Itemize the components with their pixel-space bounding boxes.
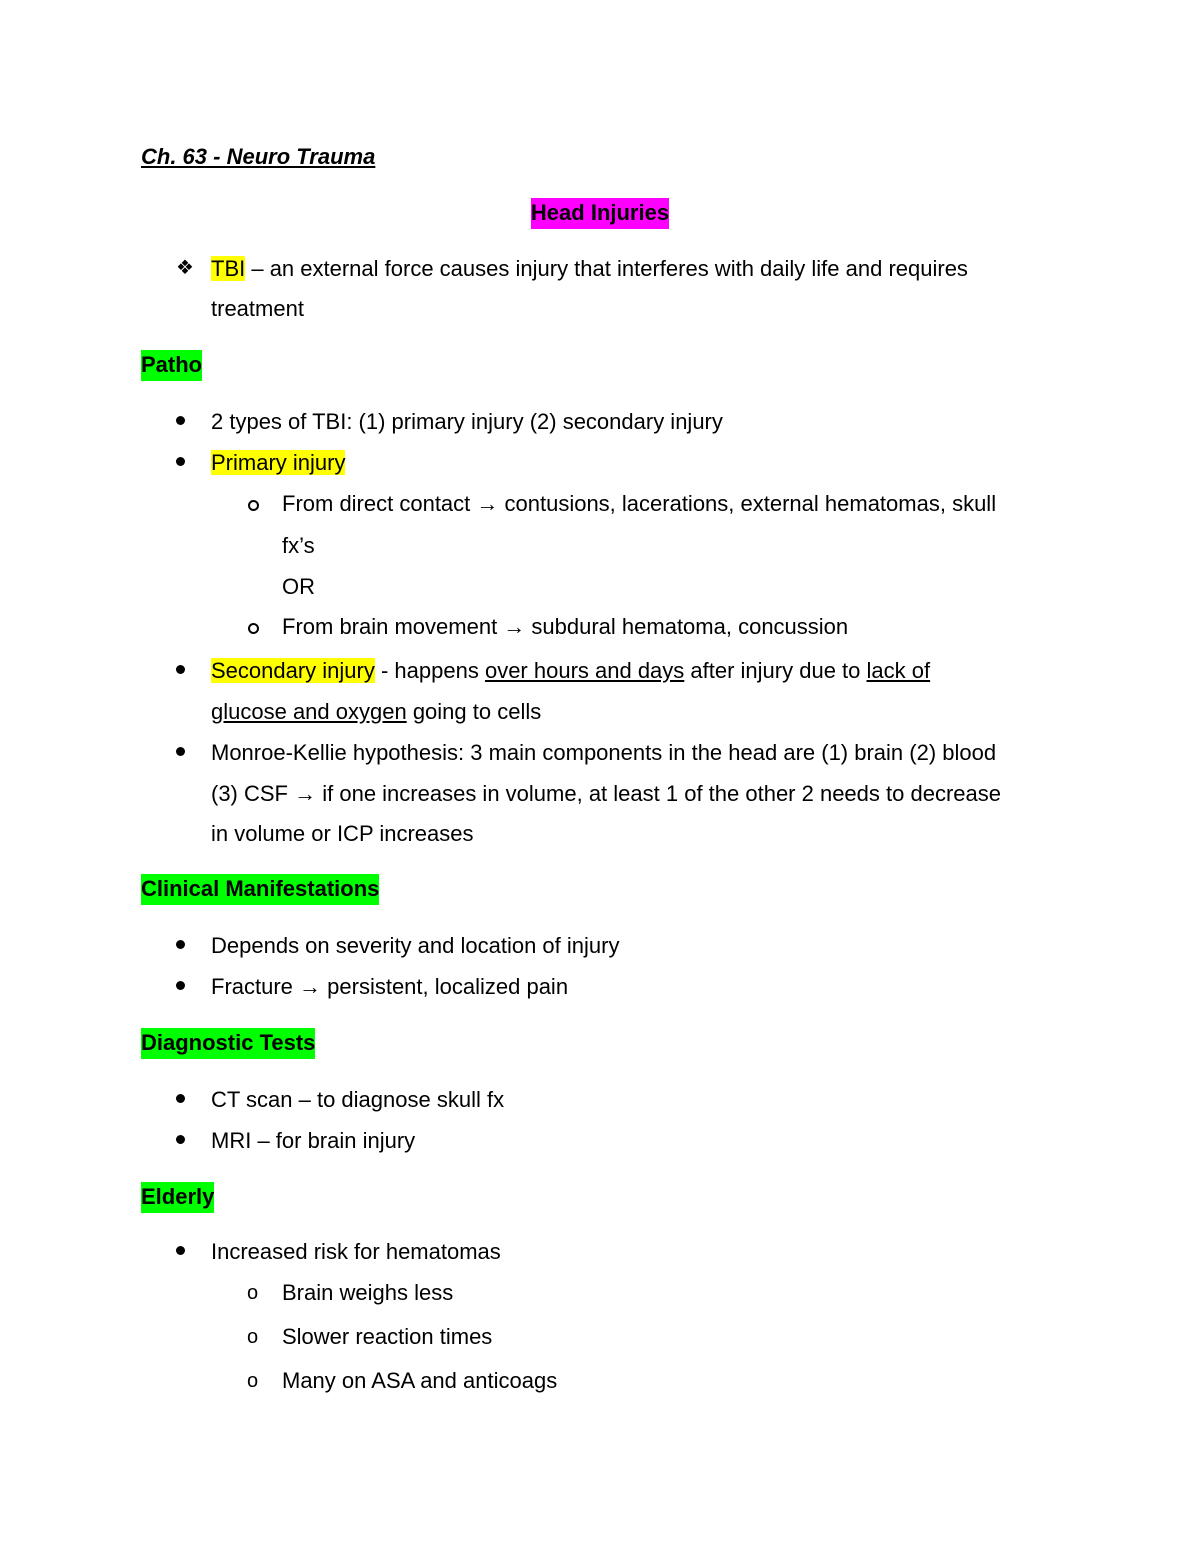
tbi-line-1 [211,258,968,280]
o-bullet-icon: o [247,1282,259,1304]
item3-text-a: - happens [374,658,485,683]
patho-item-1: 2 types of TBI: (1) primary injury (2) secondary injury [211,409,723,434]
tbi-definition: – an external force causes injury that interferes with daily life and requires [245,256,968,281]
head-injuries-heading: Head Injuries [531,198,669,229]
item3-underline-2a: lack of [866,658,931,683]
bullet-icon [176,940,185,949]
patho-item-4-line-3: in volume or ICP increases [211,821,474,846]
elderly-item-1: Increased risk for hematomas [211,1239,501,1264]
patho-item-3-line-1 [211,660,930,682]
diagnostic-item-1: CT scan – to diagnose skull fx [211,1087,505,1112]
item4-text-a: (3) CSF [211,781,295,806]
patho-heading: Patho [141,350,202,381]
ring-bullet-icon [248,623,259,634]
patho-sub-2 [282,616,848,638]
tbi-term: TBI [211,256,246,281]
head-injuries-heading-wrap [0,202,1200,224]
bullet-icon [176,747,185,756]
diagnostic-item-2: MRI – for brain injury [211,1128,416,1153]
elderly-sub-3: Many on ASA and anticoags [282,1368,558,1393]
item3-text-c: going to cells [406,699,542,724]
clinical-heading: Clinical Manifestations [141,874,379,905]
elderly-heading: Elderly [141,1182,214,1213]
secondary-injury-term: Secondary injury [211,658,375,683]
patho-item-3-line-2 [211,701,541,723]
arrow-icon: → [476,491,499,516]
sub2-text-b: subdural hematoma, concussion [525,614,849,639]
bullet-icon [176,457,185,466]
clinical-item-2-b: persistent, localized pain [321,974,569,999]
sub2-text-a: From brain movement [282,614,504,639]
primary-injury-term: Primary injury [211,450,346,475]
item3-text-b: after injury due to [684,658,867,683]
clinical-item-2-a: Fracture [211,974,300,999]
arrow-icon: → [503,614,526,639]
patho-or: OR [282,574,315,599]
sub1-text-b: contusions, lacerations, external hematomas, skull [498,491,997,516]
arrow-icon: → [299,974,322,999]
item3-underline-1: over hours and days [484,658,685,683]
bullet-icon [176,1094,185,1103]
elderly-sub-2: Slower reaction times [282,1324,493,1349]
bullet-icon [176,1135,185,1144]
patho-item-4-line-2 [211,783,1001,805]
bullet-icon [176,665,185,674]
diagnostic-heading-wrap [141,1032,315,1054]
page-title: Ch. 63 - Neuro Trauma [141,144,376,169]
ring-bullet-icon [248,500,259,511]
patho-heading-wrap [141,354,202,376]
bullet-icon [176,416,185,425]
clinical-heading-wrap [141,878,379,900]
diamond-bullet-icon: ❖ [176,257,194,279]
elderly-heading-wrap [141,1186,214,1208]
o-bullet-icon: o [247,1326,259,1348]
patho-sub-1-line-2: fx’s [282,533,315,558]
arrow-icon: → [294,781,317,806]
patho-item-2 [211,452,345,474]
bullet-icon [176,981,185,990]
patho-sub-1-line-1 [282,493,996,515]
sub1-text-a: From direct contact [282,491,477,516]
clinical-item-1: Depends on severity and location of injury [211,933,620,958]
tbi-line-2: treatment [211,296,304,321]
patho-item-4-line-1: Monroe-Kellie hypothesis: 3 main components in the head are (1) brain (2) blood [211,740,997,765]
bullet-icon [176,1246,185,1255]
o-bullet-icon: o [247,1370,259,1392]
item4-text-b: if one increases in volume, at least 1 of the other 2 needs to decrease [316,781,1001,806]
item3-underline-2b: glucose and oxygen [211,699,407,724]
elderly-sub-1: Brain weighs less [282,1280,454,1305]
diagnostic-heading: Diagnostic Tests [141,1028,315,1059]
clinical-item-2 [211,976,568,998]
